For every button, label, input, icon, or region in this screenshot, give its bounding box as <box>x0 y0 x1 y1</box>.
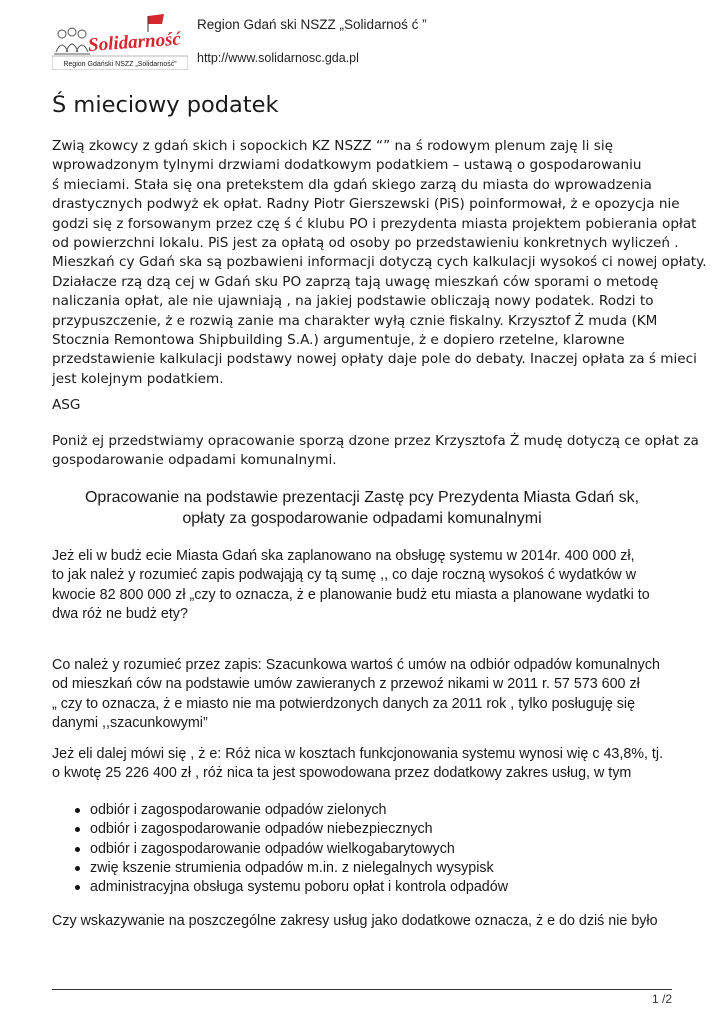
text-line: od powierzchni lokalu. PiS jest za opłatą od osoby po przedstawieniu konkretnych wyliczeń . <box>52 235 679 252</box>
text-line: drastycznych podwyż ek opłat. Radny Piotr Gierszewski (PiS) poinformował, ż e opozycja nie <box>52 196 680 213</box>
page-number: 1 /2 <box>651 992 672 1006</box>
text-line: Poniż ej przedstwiamy opracowanie sporzą dzone przez Krzysztofa Ż mudę dotyczą ce opłat za <box>52 433 699 449</box>
text-line: od mieszkań ców na podstawie umów zawieranych z przewoź nikami w 2011 r. 57 573 600 zł <box>52 676 640 693</box>
text-line: kwocie 82 800 000 zł „czy to oznacza, ż e planowanie budż etu miasta a planowane wydatki to <box>52 586 650 603</box>
logo-wordmark: Solidarność <box>87 28 182 57</box>
text-line: Zwią zkowcy z gdań skich i sopockich KZ NSZZ “” na ś rodowym plenum zaję li się <box>52 138 613 154</box>
text-line: naliczania opłat, ale nie ujawniają , na jakiej podstawie obliczają nowy podatek. Rodzi to <box>52 293 654 310</box>
text-line: godzi się z forsowanym przez czę ś ć klubu PO i prezydenta miasta projektem pobierania opłat <box>52 215 697 232</box>
services-list <box>72 801 508 897</box>
text-line: wprowadzonym tylnymi drzwiami dodatkowym podatkiem – ustawą o gospodarowaniu <box>52 157 642 174</box>
text-line: to jak należ y rozumieć zapis podwająją cy tą sumę ,, co daje roczną wysokoś ć wydatków w <box>52 567 637 584</box>
text-line: Mieszkań cy Gdań ska są pozbawieni informacji dotyczą cych kalkulacji wysokoś ci nowej opłaty. <box>52 254 707 271</box>
text-line: Co należ y rozumieć przez zapis: Szacunkowa wartoś ć umów na odbiór odpadów komunalnych <box>52 657 660 673</box>
study-paragraph-2 <box>52 656 697 733</box>
text-line: Jeż eli w budż ecie Miasta Gdań ska zaplanowano na obsługę systemu w 2014r. 400 000 zł, <box>52 548 635 564</box>
article-paragraph-2 <box>52 432 699 471</box>
header-url-link[interactable]: http://www.solidarnosc.gda.pl <box>197 51 359 65</box>
text-line: dwa róż ne budż ety? <box>52 605 188 622</box>
study-paragraph-4: Czy wskazywanie na poszczególne zakresy usług jako dodatkowe oznacza, ż e do dziś nie było <box>52 913 658 929</box>
text-line: danymi ,,szacunkowymi” <box>52 714 208 731</box>
subtitle-line: opłaty za gospodarowanie odpadami komunalnymi <box>182 510 542 527</box>
article-paragraph-1 <box>52 137 707 389</box>
solidarnosc-logo <box>52 12 188 70</box>
footer-divider <box>52 989 672 990</box>
text-line: przedstawienie kalkulacji podstawy nowej opłaty daje pole do debaty. Inaczej opłata za ś mieci <box>52 351 697 368</box>
article-signature: ASG <box>52 397 81 413</box>
subtitle-line: Opracowanie na podstawie prezentacji Zastę pcy Prezydenta Miasta Gdań sk, <box>84 489 640 506</box>
text-line: gospodarowanie odpadami komunalnymi. <box>52 452 337 469</box>
study-paragraph-1 <box>52 547 697 624</box>
list-item: zwię kszenie strumienia odpadów m.in. z nielegalnych wysypisk <box>72 859 508 878</box>
text-line: jest kolejnym podatkiem. <box>52 370 224 387</box>
text-line: Stocznia Remontowa Shipbuilding S.A.) argumentuje, ż e dopiero rzetelne, klarowne <box>52 332 625 349</box>
text-line: przypuszczenie, ż e rozwią zanie ma charakter wyłą cznie fiskalny. Krzysztof Ż muda (KM <box>52 312 658 329</box>
text-line: Jeż eli dalej mówi się , ż e: Róż nica w kosztach funkcjonowania systemu wynosi wię c 43,8%, tj. <box>52 746 664 762</box>
logo-subtitle: Region Gdański NSZZ „Solidarność” <box>63 61 177 68</box>
article-title: Ś mieciowy podatek <box>52 92 279 118</box>
text-line: Działacze rzą dzą cej w Gdań sku PO zaprzą tają uwagę mieszkań ców sporami o metodę <box>52 273 659 290</box>
study-paragraph-3 <box>52 745 697 784</box>
list-item: odbiór i zagospodarowanie odpadów niebezpiecznych <box>72 820 508 839</box>
text-line: ś mieciami. Stała się ona pretekstem dla gdań skiego zarzą du miasta do wprowadzenia <box>52 176 652 193</box>
list-item: odbiór i zagospodarowanie odpadów zielonych <box>72 801 508 820</box>
header-title: Region Gdań ski NSZZ „Solidarnoś ć ” <box>197 17 427 32</box>
list-item: administracyjna obsługa systemu poboru opłat i kontrola odpadów <box>72 878 508 897</box>
study-subtitle <box>52 487 672 529</box>
list-item: odbiór i zagospodarowanie odpadów wielkogabarytowych <box>72 840 508 859</box>
text-line: o kwotę 25 226 400 zł , róż nica ta jest spowodowana przez dodatkowy zakres usług, w tym <box>52 765 632 782</box>
text-line: „ czy to oznacza, ż e miasto nie ma potwierdzonych danych za 2011 rok , tylko posługuję się <box>52 695 636 712</box>
